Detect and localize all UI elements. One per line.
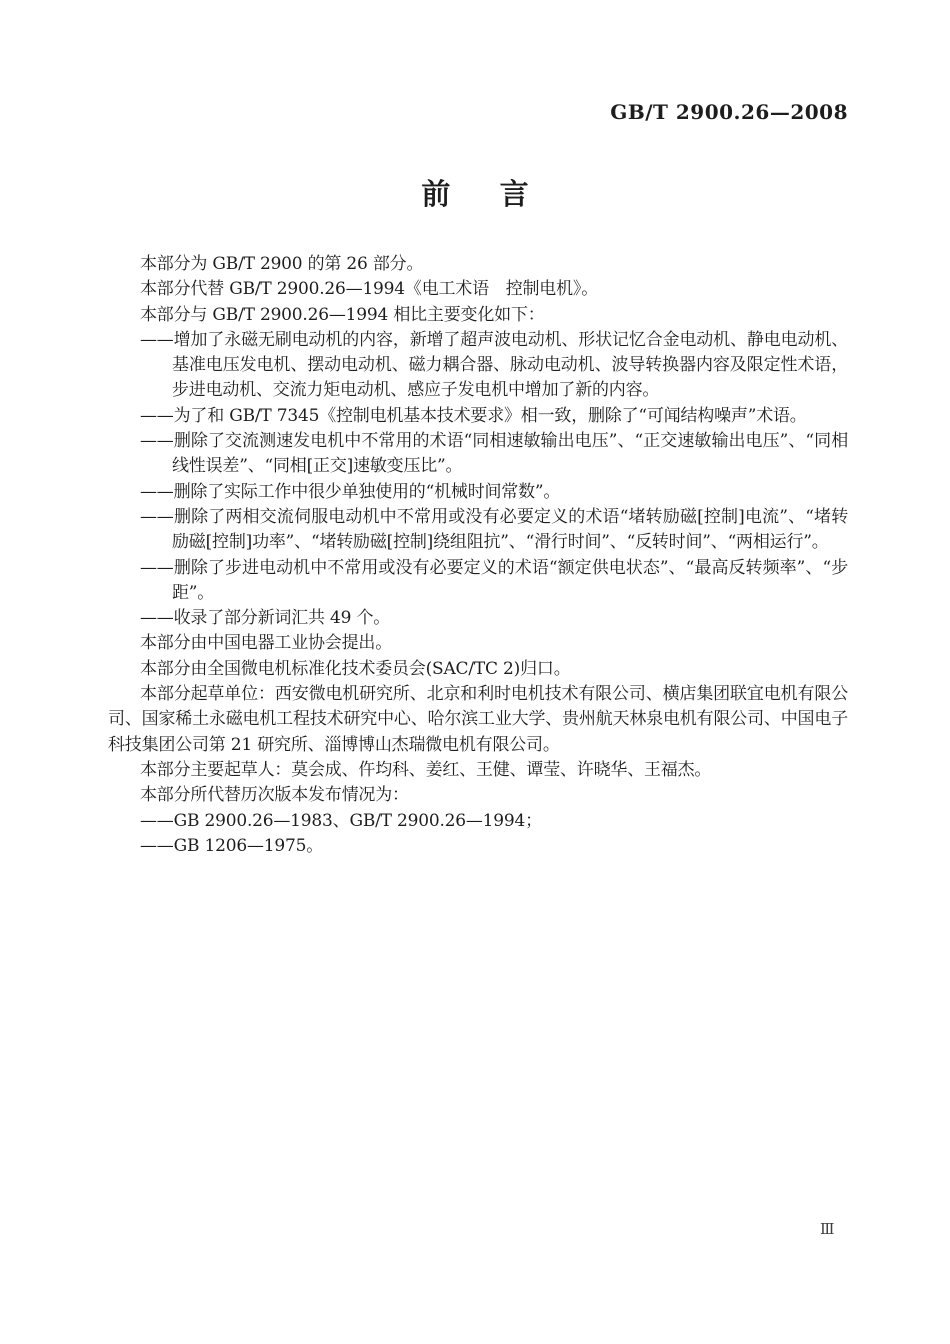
- foreword-paragraph: 本部分所代替历次版本发布情况为：: [140, 785, 409, 806]
- foreword-dash-item: ——增加了永磁无刷电动机的内容，新增了超声波电动机、形状记忆合金电动机、静电电动机、基准电压发电机、摆动电动机、磁力耦合器、脉动电动机、波导转换器内容及限定性术语，步进电动机、交流力矩电动机、感应子发电机中增加了新的内容。: [140, 329, 848, 401]
- foreword-paragraph: 本部分代替 GB/T 2900.26—1994《电工术语 控制电机》。: [140, 279, 599, 300]
- foreword-dash-item: ——GB 2900.26—1983、GB/T 2900.26—1994；: [140, 810, 542, 831]
- foreword-dash-item: ——收录了部分新词汇共 49 个。: [140, 608, 391, 629]
- foreword-paragraph: 本部分主要起草人：莫会成、仵均科、姜红、王健、谭莹、许晓华、王福杰。: [140, 759, 712, 780]
- foreword-dash-item: ——删除了两相交流伺服电动机中不常用或没有必要定义的术语“堵转励磁[控制]电流”、“堵转励磁[控制]功率”、“堵转励磁[控制]绕组阻抗”、“滑行时间”、“反转时间”、“两相运行”。: [140, 506, 848, 553]
- foreword-paragraph: 本部分由中国电器工业协会提出。: [140, 633, 392, 654]
- foreword-dash-item: ——删除了步进电动机中不常用或没有必要定义的术语“额定供电状态”、“最高反转频率”、“步距”。: [140, 557, 848, 603]
- foreword-paragraph: 本部分与 GB/T 2900.26—1994 相比主要变化如下：: [140, 304, 545, 325]
- foreword-dash-item: ——删除了交流测速发电机中不常用的术语“同相速敏输出电压”、“正交速敏输出电压”、“同相线性误差”、“同相[正交]速敏变压比”。: [140, 431, 848, 477]
- foreword-paragraph: 本部分起草单位：西安微电机研究所、北京和利时电机技术有限公司、横店集团联宜电机有限公司、国家稀土永磁电机工程技术研究中心、哈尔滨工业大学、贵州航天林泉电机有限公司、中国电子科技集团公司第 21 研究所、淄博博山杰瑞微电机有限公司。: [108, 684, 848, 755]
- foreword-dash-item: ——为了和 GB/T 7345《控制电机基本技术要求》相一致，删除了“可闻结构噪声”术语。: [140, 405, 807, 426]
- page-number: Ⅲ: [820, 1220, 836, 1238]
- foreword-dash-item: ——删除了实际工作中很少单独使用的“机械时间常数”。: [140, 481, 561, 502]
- foreword-dash-item: ——GB 1206—1975。: [140, 835, 324, 856]
- foreword-paragraph: 本部分为 GB/T 2900 的第 26 部分。: [140, 254, 424, 274]
- standard-code: GB/T 2900.26—2008: [610, 100, 848, 124]
- page-title: 前言: [421, 177, 578, 211]
- foreword-paragraph: 本部分由全国微电机标准化技术委员会(SAC/TC 2)归口。: [140, 658, 571, 679]
- foreword-body: [108, 252, 848, 859]
